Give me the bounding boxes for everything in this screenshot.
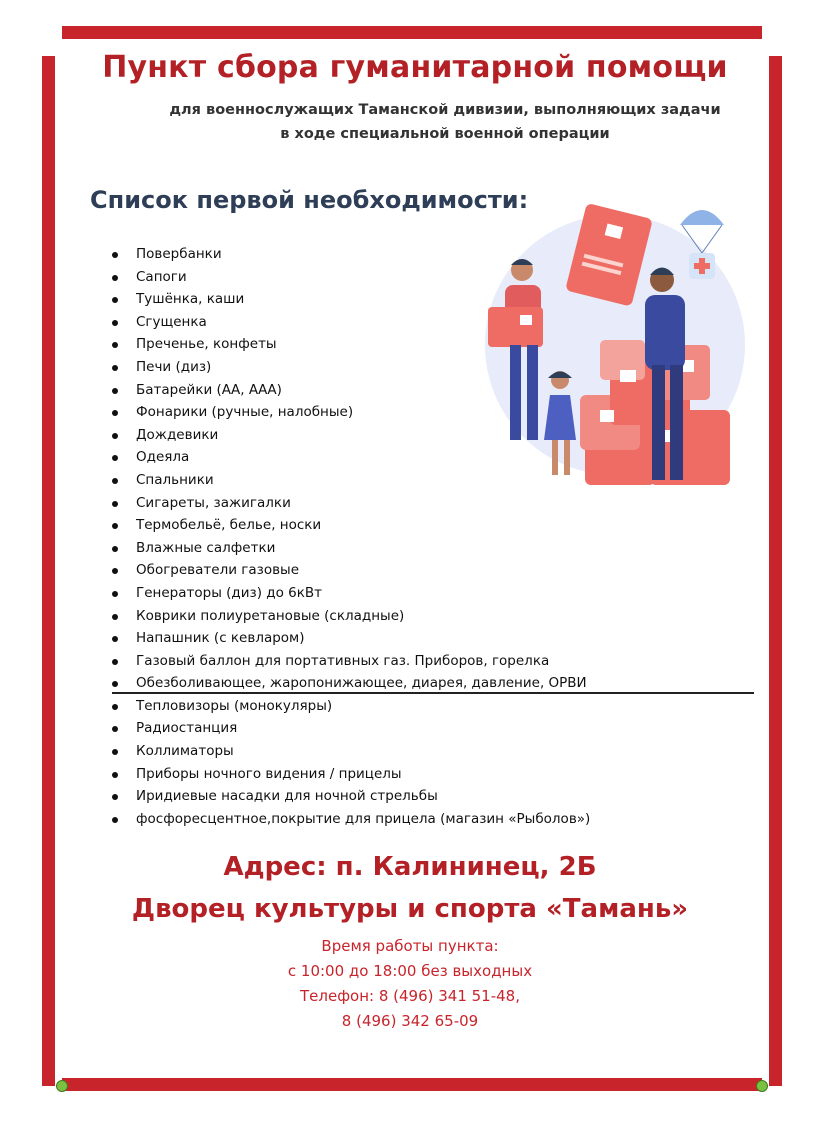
list-item: Коллиматоры [112, 740, 590, 763]
list-item: Газовый баллон для портативных газ. Приборов, горелка [112, 650, 590, 673]
list-item: Повербанки [112, 243, 590, 266]
list-item: Обезболивающее, жаропонижающее, диарея, давление, ОРВИ [112, 672, 590, 695]
list-item: Генераторы (диз) до 6кВт [112, 582, 590, 605]
list-item: Тушёнка, каши [112, 288, 590, 311]
volunteers-illustration [480, 195, 745, 500]
address-line: Адрес: п. Калининец, 2Б [223, 852, 597, 882]
list-item: Сапоги [112, 266, 590, 289]
contact-block [60, 934, 760, 1034]
list-divider [112, 692, 754, 694]
list-item: Спальники [112, 469, 590, 492]
subtitle-line-1: для военнослужащих Таманской дивизии, выполняющих задачи [169, 102, 721, 118]
hours-value: с 10:00 до 18:00 без выходных [287, 962, 533, 980]
list-item: Иридиевые насадки для ночной стрельбы [112, 785, 590, 808]
list-item: Фонарики (ручные, налобные) [112, 401, 590, 424]
frame-bottom-bar [62, 1078, 762, 1091]
list-item: Коврики полиуретановые (складные) [112, 605, 590, 628]
list-item: Термобельё, белье, носки [112, 514, 590, 537]
phone-line-2: 8 (496) 342 65-09 [341, 1012, 479, 1030]
list-item: Пpеченье, конфеты [112, 333, 590, 356]
list-item: Влажные салфетки [112, 537, 590, 560]
page-title: Пункт сбора гуманитарной помощи [102, 50, 728, 85]
page-subtitle [120, 98, 770, 146]
list-item: Приборы ночного видения / прицелы [112, 763, 590, 786]
list-item: Тепловизоры (монокуляры) [112, 695, 590, 718]
frame-right-bar [769, 56, 782, 1086]
list-item: Одеяла [112, 446, 590, 469]
list-item: Сигареты, зажигалки [112, 492, 590, 515]
list-item: Сгущенка [112, 311, 590, 334]
list-heading: Список первой необходимости: [90, 186, 529, 214]
corner-dot-right [756, 1080, 768, 1092]
hours-label: Время работы пункта: [321, 937, 499, 955]
list-item: Напашник (с кевларом) [112, 627, 590, 650]
venue-name: Дворец культуры и спорта «Тамань» [131, 894, 689, 924]
list-item: фосфоресцентное,покрытие для прицела (магазин «Рыболов») [112, 808, 590, 831]
phone-line-1: Телефон: 8 (496) 341 51-48, [299, 987, 520, 1005]
list-item: Радиостанция [112, 717, 590, 740]
corner-dot-left [56, 1080, 68, 1092]
list-item: Обогреватели газовые [112, 559, 590, 582]
subtitle-line-2: в ходе специальной военной операции [280, 126, 610, 142]
list-item: Дождевики [112, 424, 590, 447]
frame-left-bar [42, 56, 55, 1086]
list-item: Батарейки (АА, ААА) [112, 379, 590, 402]
frame-top-bar [62, 26, 762, 39]
list-item: Печи (диз) [112, 356, 590, 379]
